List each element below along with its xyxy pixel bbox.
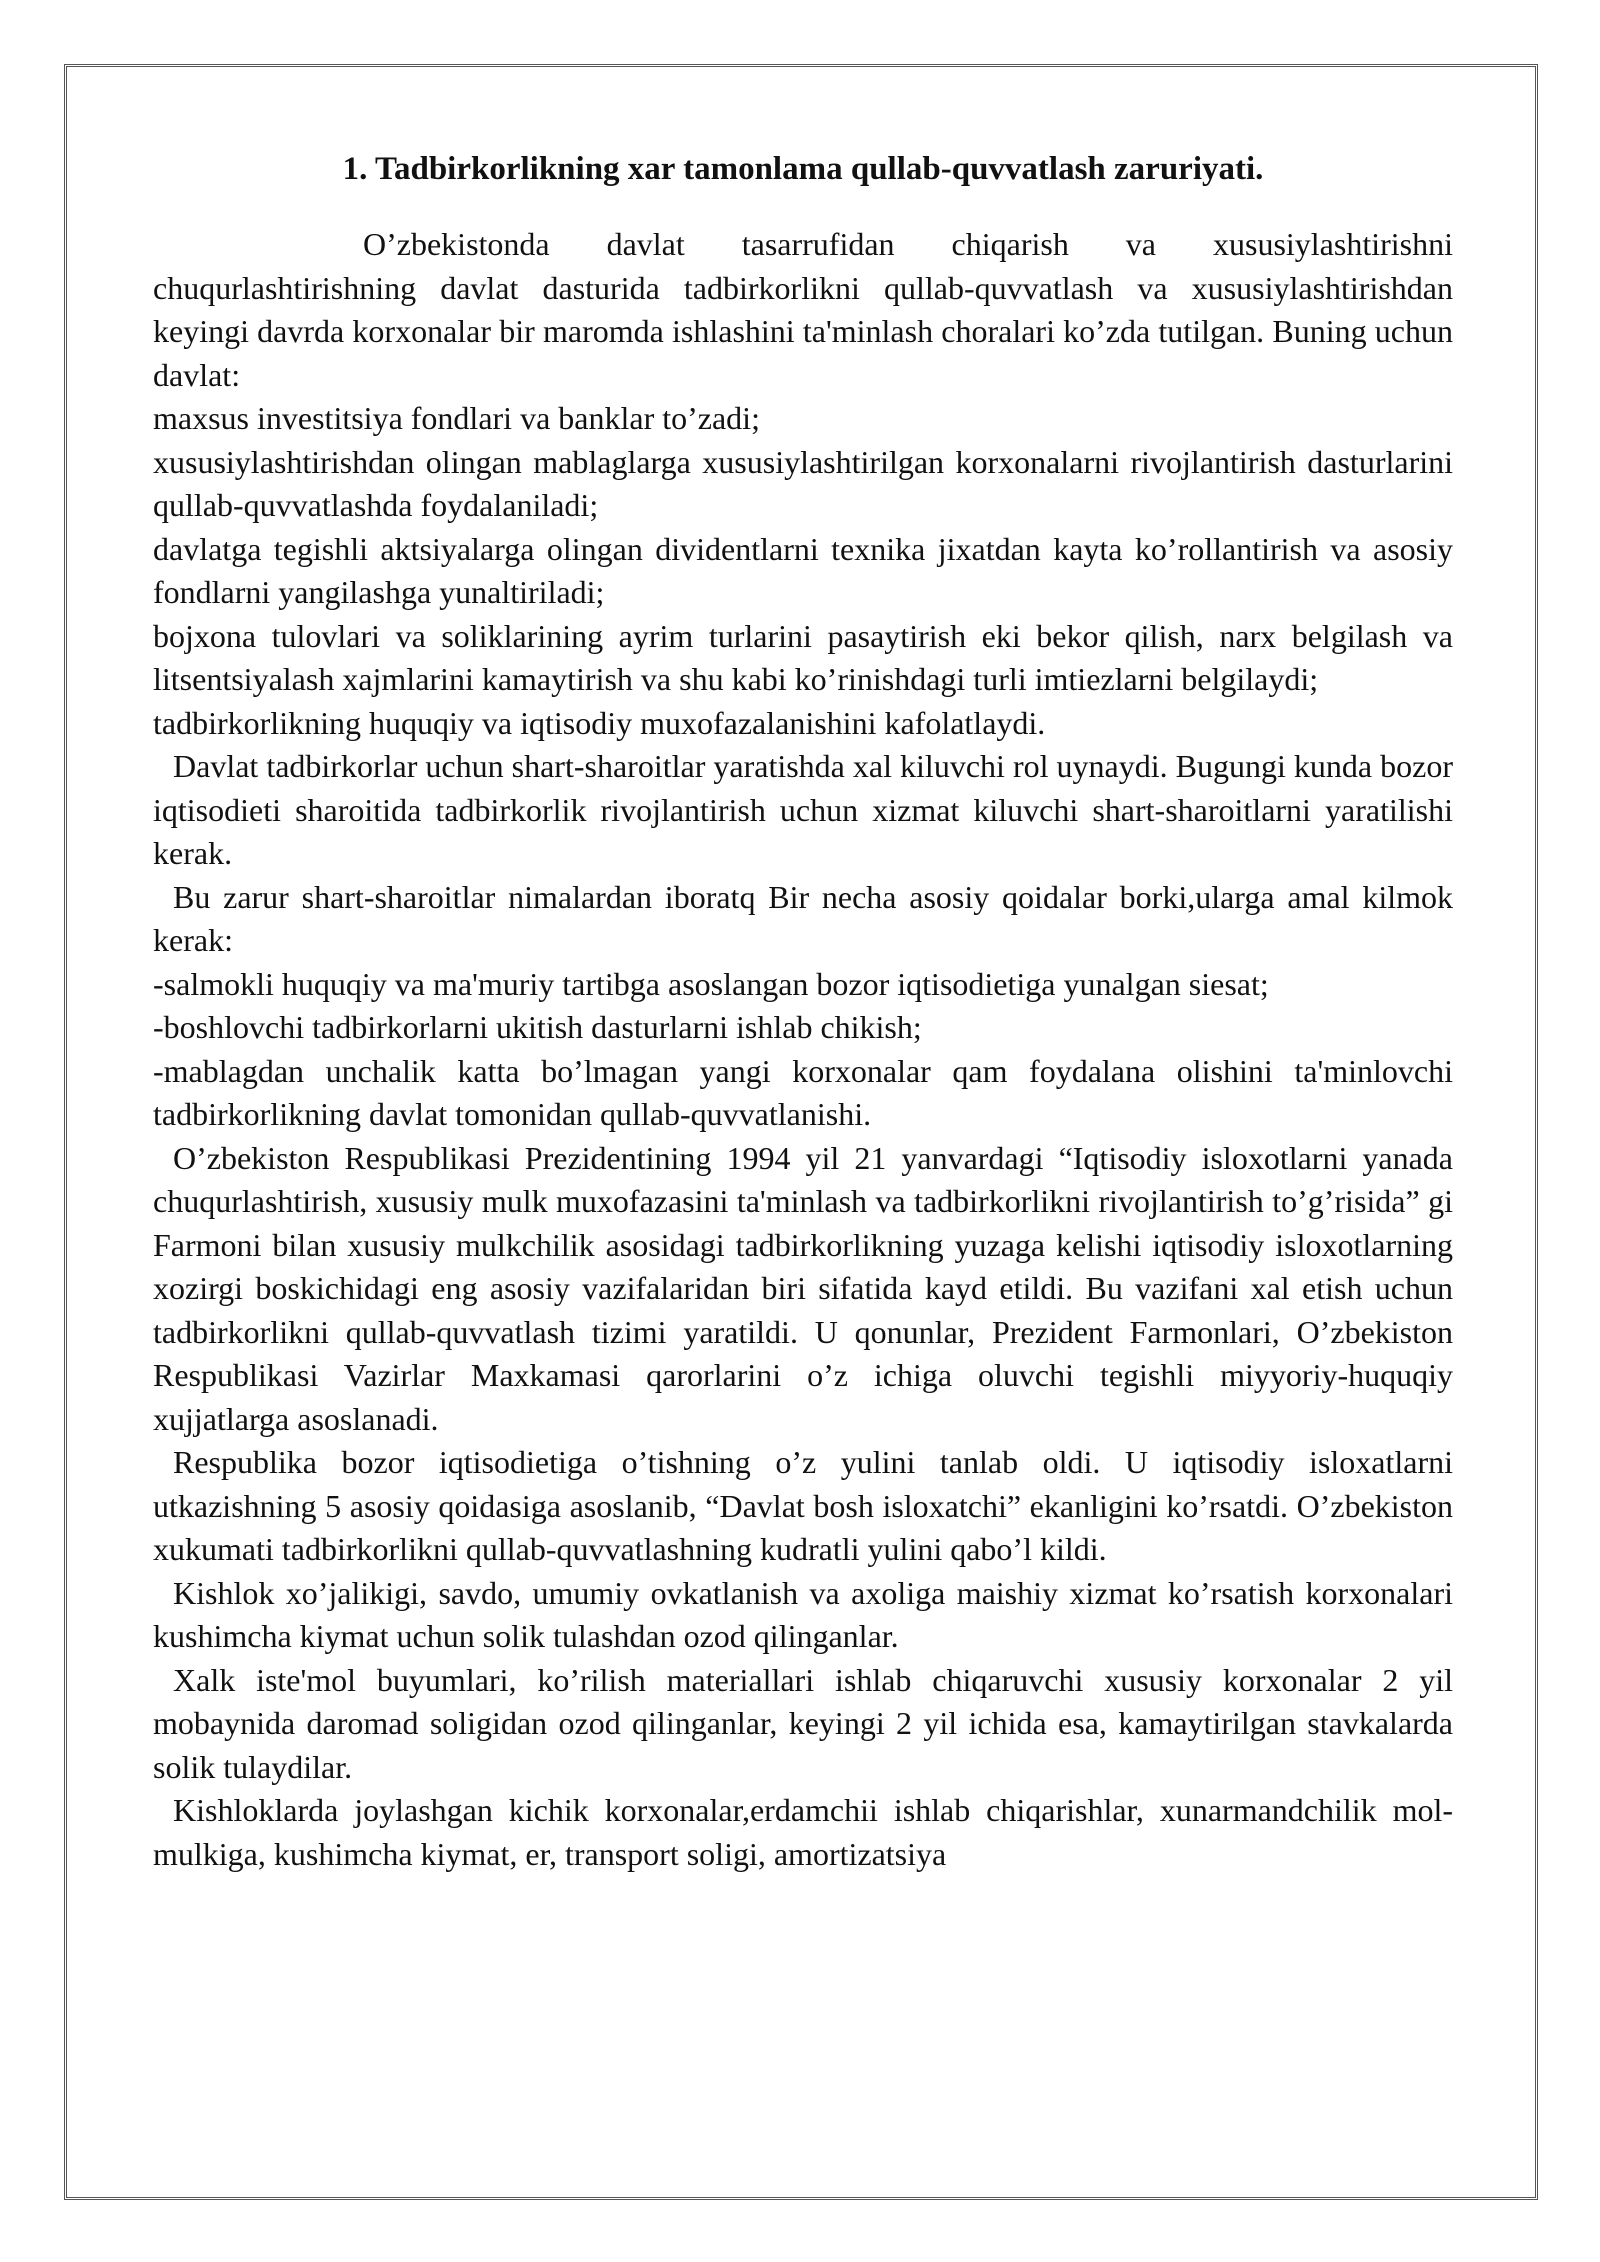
- list-item-funds: maxsus investitsiya fondlari va banklar to’zadi;: [153, 400, 760, 436]
- document-title: 1. Tadbirkorlikning xar tamonlama qullab-quvvatlash zaruriyati.: [342, 151, 1264, 187]
- paragraph-rural: Kishloklarda joylashgan kichik korxonalar,erdamchii ishlab chiqarishlar, xunarmandchilik mol-mulkiga, kushimcha kiymat, er, transport soligi, amortizatsiya: [153, 1792, 1453, 1872]
- paragraph-intro: O’zbekistonda davlat tasarrufidan chiqarish va xususiylashtirishni chuqurlashtirishning davlat dasturida tadbirkorlikni qullab-quvvatlash va xususiylashtirishdan keyingi davrda korxonalar bir maromda ishlashini ta'minlash choralari ko’zda tutilgan. Buning uchun davlat:: [153, 226, 1453, 393]
- list-item-dividends: davlatga tegishli aktsiyalarga olingan dividentlarni texnika jixatdan kayta ko’rollantirish va asosiy fondlarni yangilashga yunaltiriladi;: [153, 530, 1453, 610]
- paragraph-agriculture: Kishlok xo’jalikigi, savdo, umumiy ovkatlanish va axoliga maishiy xizmat ko’rsatish korxonalari kushimcha kiymat uchun solik tulashdan ozod qilinganlar.: [153, 1574, 1453, 1654]
- list-item-privatization-funds: xususiylashtirishdan olingan mablaglarga xususiylashtirilgan korxonalarni rivojlantirish dasturlarini qullab-quvvatlashda foydalaniladi;: [153, 443, 1453, 523]
- paragraph-consumer-goods: Xalk iste'mol buyumlari, ko’rilish materiallari ishlab chiqaruvchi xususiy korxonalar 2 yil mobaynida daromad soligidan ozod qilinganlar, keyingi 2 yil ichida esa, kamaytirilgan stavkalarda solik tulaydilar.: [153, 1661, 1453, 1785]
- list-item-policy: -salmokli huquqiy va ma'muriy tartibga asoslangan bozor iqtisodietiga yunalgan siesat;: [153, 965, 1269, 1002]
- document-body: [153, 148, 1453, 1876]
- paragraph-decree: O’zbekiston Respublikasi Prezidentining 1994 yil 21 yanvardagi “Iqtisodiy isloxotlarni yanada chuqurlashtirish, xususiy mulk muxofazasini ta'minlash va tadbirkorlikni rivojlantirish to’g’risida” gi Farmoni bilan xususiy mulkchilik asosidagi tadbirkorlikning yuzaga kelishi iqtisodiy isloxotlarning xozirgi boskichidagi eng asosiy vazifalaridan biri sifatida kayd etildi. Bu vazifani xal etish uchun tadbirkorlikni qullab-quvvatlash tizimi yaratildi. U qonunlar, Prezident Farmonlari, O’zbekiston Respublikasi Vazirlar Maxkamasi qarorlarini o’z ichiga oluvchi tegishli miyyoriy-huquqiy xujjatlarga asoslanadi.: [153, 1139, 1453, 1437]
- list-item-customs: bojxona tulovlari va soliklarining ayrim turlarini pasaytirish eki bekor qilish, narx belgilash va litsentsiyalash xajmlarini kamaytirish va shu kabi ko’rinishdagi turli imtiezlarni belgilaydi;: [153, 617, 1453, 697]
- paragraph-conditions: Davlat tadbirkorlar uchun shart-sharoitlar yaratishda xal kiluvchi rol uynaydi. Bugungi kunda bozor iqtisodieti sharoitida tadbirkorlik rivojlantirish uchun xizmat kiluvchi shart-sharoitlarni yaratilishi kerak.: [153, 748, 1453, 871]
- list-item-legal-protection: tadbirkorlikning huquqiy va iqtisodiy muxofazalanishini kafolatlaydi.: [153, 704, 1046, 741]
- paragraph-republic: Respublika bozor iqtisodietiga o’tishning o’z yulini tanlab oldi. U iqtisodiy isloxatlarni utkazishning 5 asosiy qoidasiga asoslanib, “Davlat bosh isloxatchi” ekanligini ko’rsatdi. O’zbekiston xukumati tadbirkorlikni qullab-quvvatlashning kudratli yulini qabo’l kildi.: [153, 1444, 1453, 1567]
- list-item-training: -boshlovchi tadbirkorlarni ukitish dasturlarni ishlab chikish;: [153, 1009, 922, 1045]
- paragraph-rules: Bu zarur shart-sharoitlar nimalardan iboratq Bir necha asosiy qoidalar borki,ularga amal kilmok kerak:: [153, 878, 1453, 958]
- list-item-state-support: -mablagdan unchalik katta bo’lmagan yangi korxonalar qam foydalana olishini ta'minlovchi tadbirkorlikning davlat tomonidan qullab-quvvatlanishi.: [153, 1052, 1453, 1132]
